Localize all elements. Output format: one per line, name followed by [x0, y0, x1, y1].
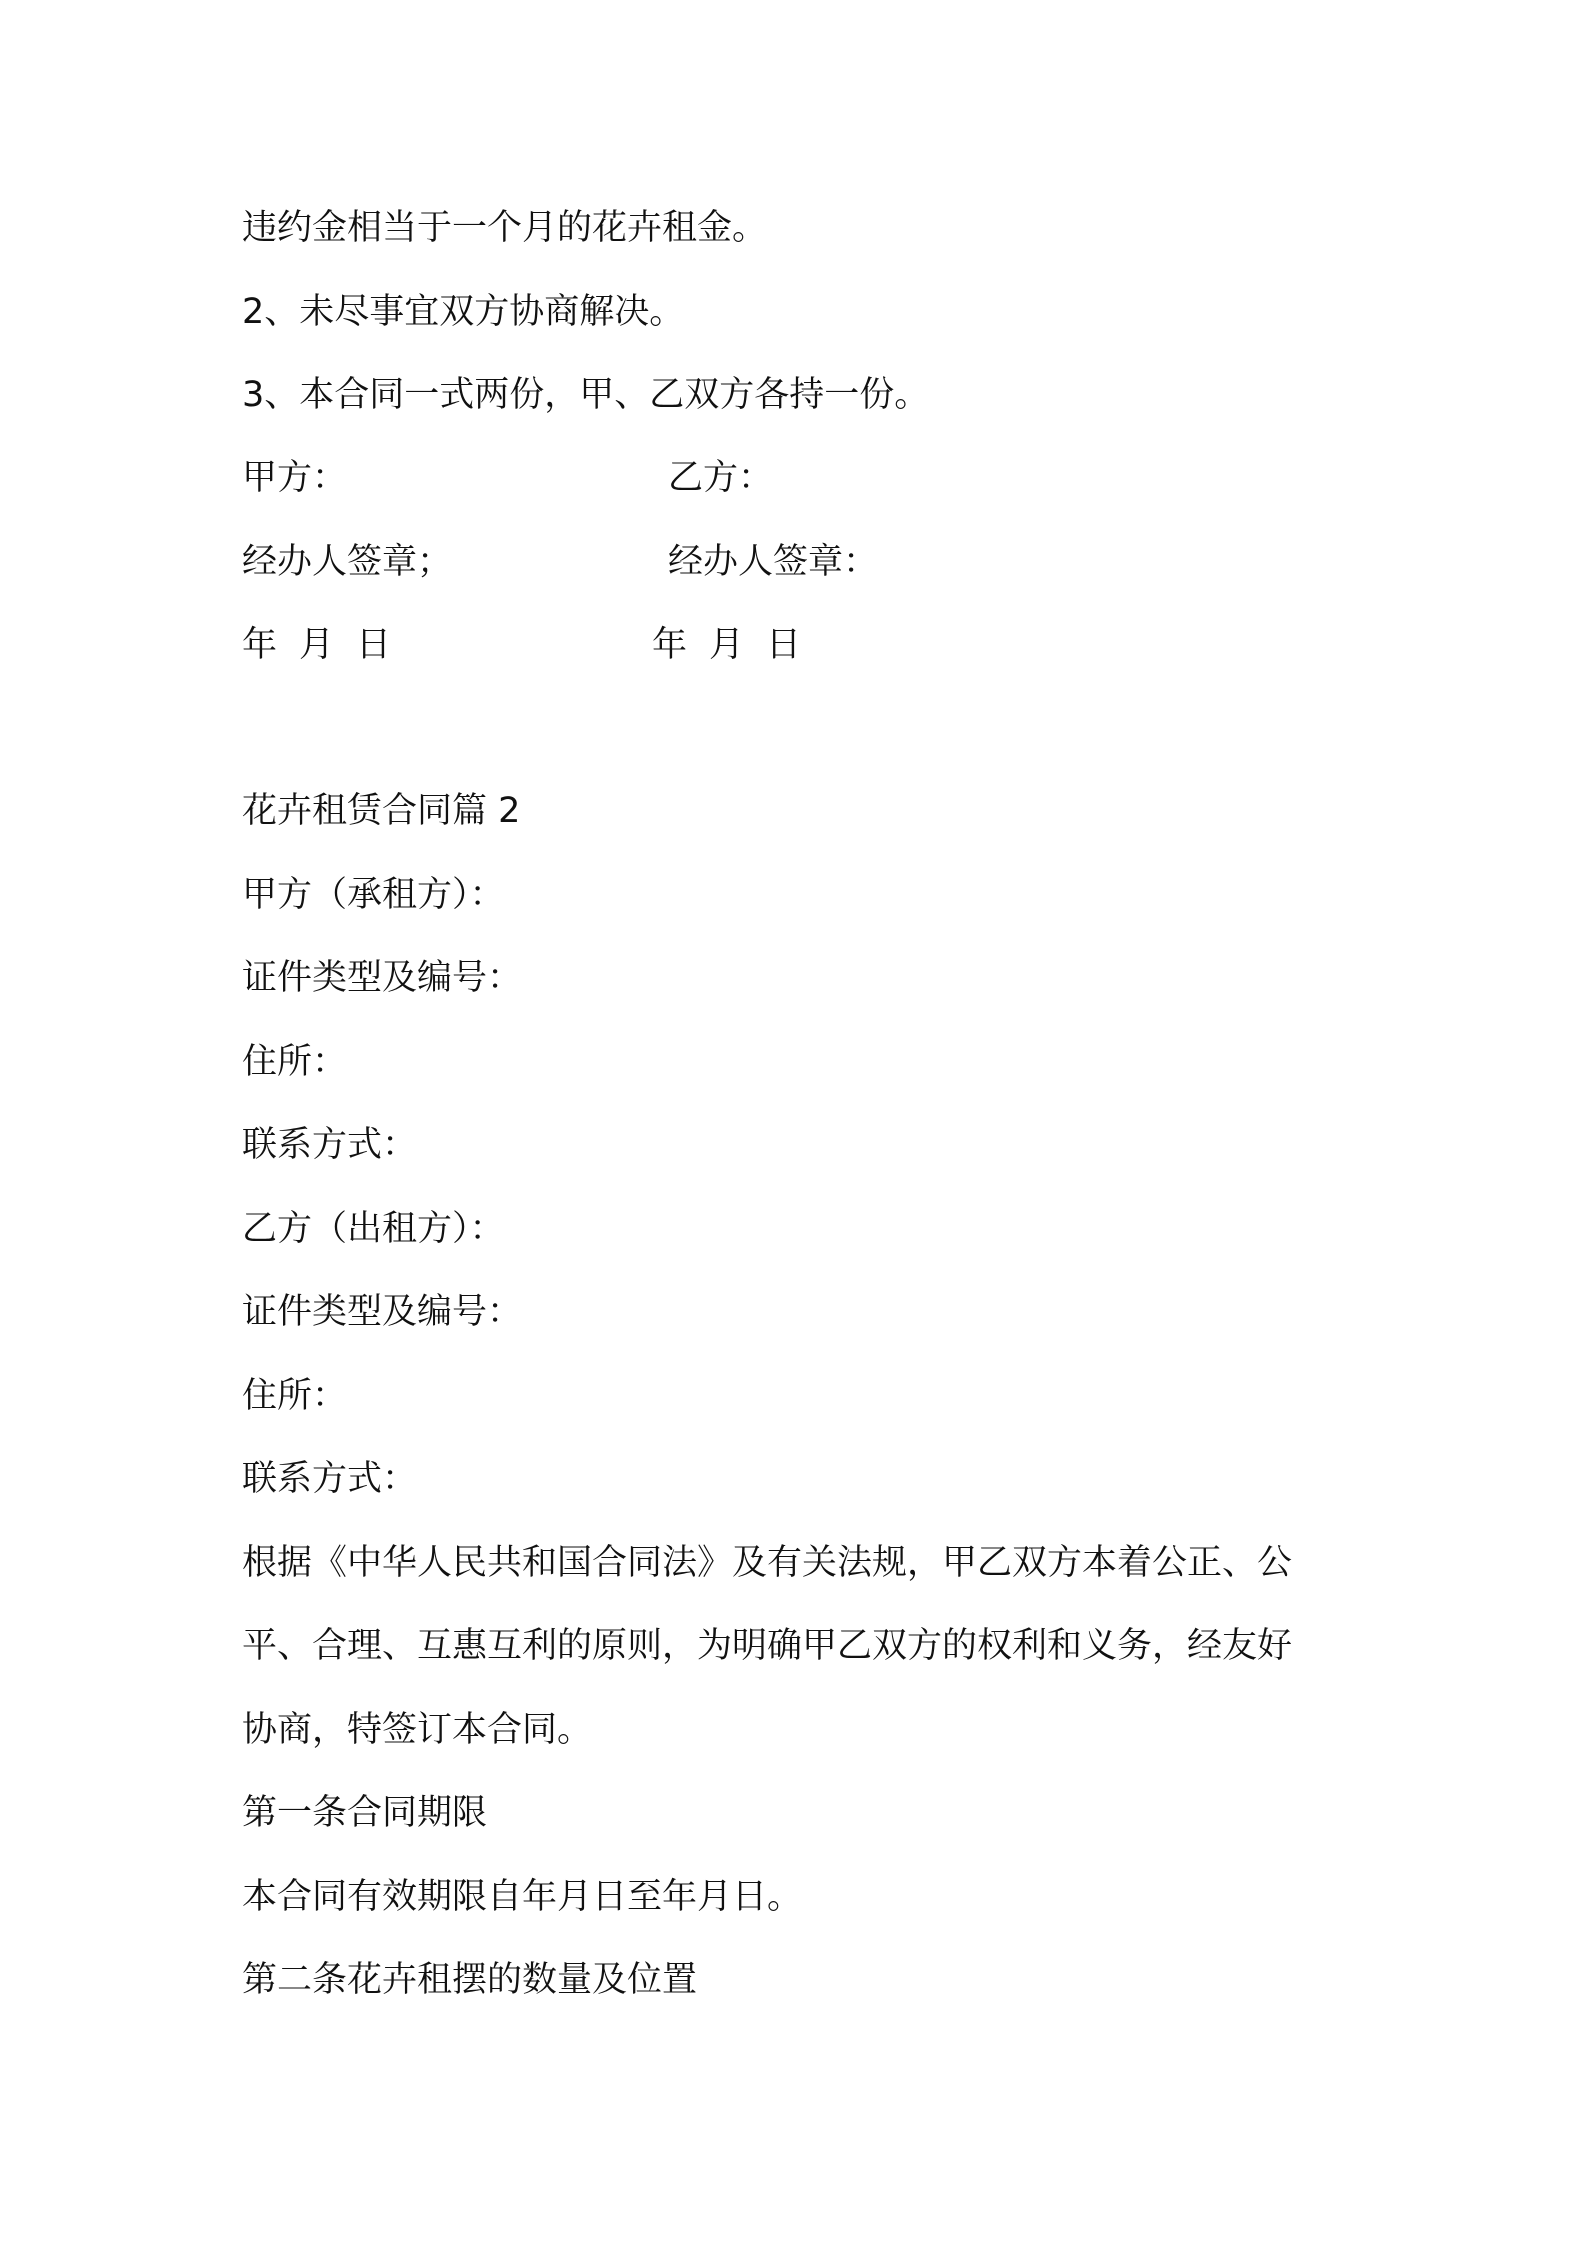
party-b-agent-seal: 经办人签章：: [668, 542, 879, 582]
party-b-heading: 乙方（出租方）：: [242, 1209, 505, 1249]
intro-line-penalty: 违约金相当于一个月的花卉租金。: [242, 208, 768, 248]
party-a-date-year: 年: [242, 625, 278, 665]
section-title: 花卉租赁合同篇 2: [242, 791, 521, 831]
party-a-contact-field: 联系方式：: [242, 1125, 418, 1165]
party-b-date: [652, 623, 801, 667]
party-b-contact-field: 联系方式：: [242, 1459, 418, 1499]
article-1-body: 本合同有效期限自年月日至年月日。: [242, 1877, 803, 1917]
intro-line-3: 3、本合同一式两份，甲、乙双方各持一份。: [242, 375, 930, 415]
party-a-address-field: 住所：: [242, 1042, 348, 1082]
party-b-date-day: 日: [766, 625, 802, 665]
party-b-date-month: 月: [709, 625, 745, 665]
party-a-heading: 甲方（承租方）：: [242, 875, 505, 915]
party-a-date-month: 月: [299, 625, 335, 665]
party-a-agent-seal: 经办人签章；: [242, 542, 453, 582]
party-b-label: 乙方：: [668, 458, 774, 498]
article-1-title: 第一条合同期限: [242, 1793, 488, 1833]
article-2-title: 第二条花卉租摆的数量及位置: [242, 1960, 698, 2000]
intro-line-2: 2、未尽事宜双方协商解决。: [242, 292, 685, 332]
party-b-date-year: 年: [652, 625, 688, 665]
party-b-id-field: 证件类型及编号：: [242, 1292, 523, 1332]
party-a-date: [242, 623, 391, 667]
basis-line-2: 平、合理、互惠互利的原则，为明确甲乙双方的权利和义务，经友好: [242, 1626, 1293, 1666]
party-a-date-day: 日: [356, 625, 392, 665]
basis-line-1: 根据《中华人民共和国合同法》及有关法规，甲乙双方本着公正、公: [242, 1543, 1293, 1583]
party-a-id-field: 证件类型及编号：: [242, 958, 523, 998]
party-a-label: 甲方：: [242, 458, 348, 498]
party-b-address-field: 住所：: [242, 1376, 348, 1416]
basis-line-3: 协商，特签订本合同。: [242, 1710, 593, 1750]
